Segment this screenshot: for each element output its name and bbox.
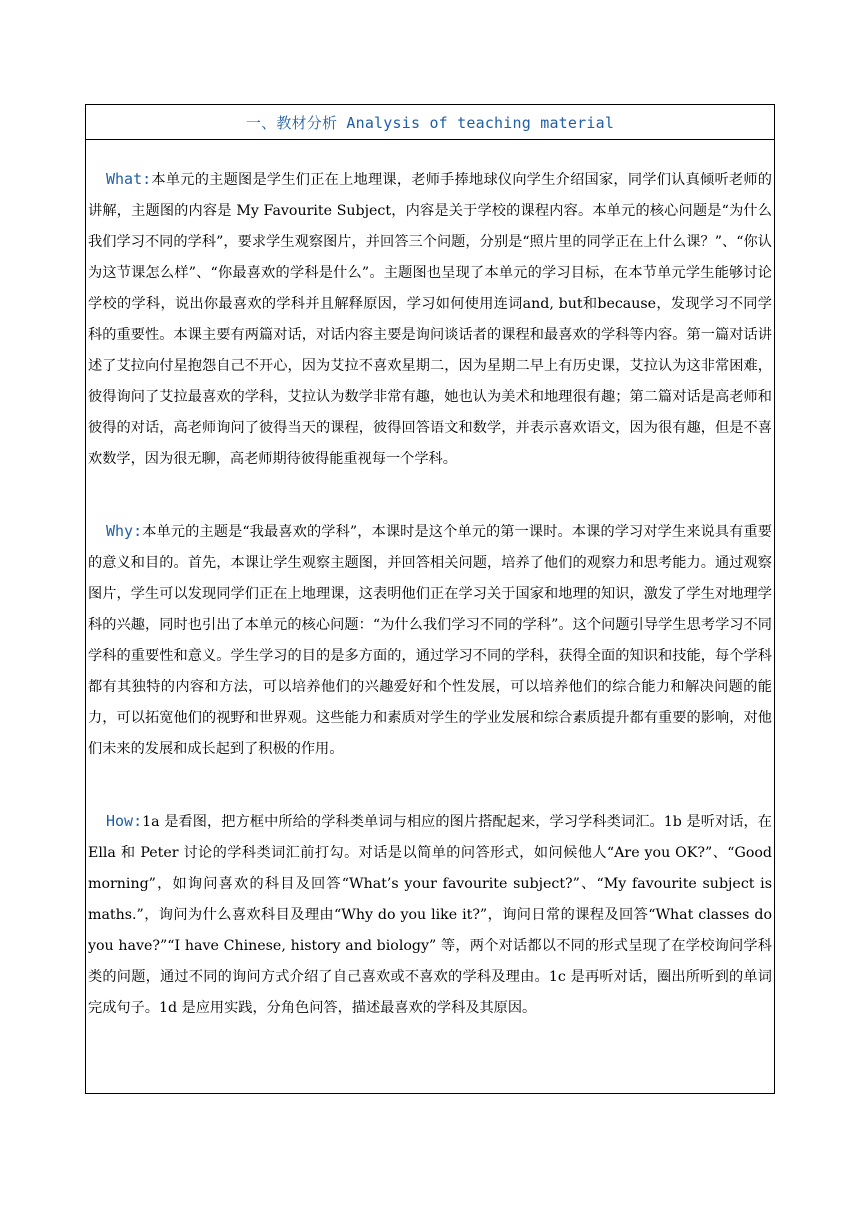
how-label: How: [106, 812, 143, 830]
why-text: 本单元的主题是“我最喜欢的学科”，本课时是这个单元的第一课时。本课的学习对学生来说具有重要的意义和目的。首先，本课让学生观察主题图，并回答相关问题，培养了他们的观察力和思考能力。通过观察图片，学生可以发现同学们正在上地理课，这表明他们正在学习关于国家和地理的知识，激发了学生对地理学科的兴趣，同时也引出了本单元的核心问题：“为什么我们学习不同的学科”。这个问题引导学生思考学习不同学科的重要性和意义。学生学习的目的是多方面的，通过学习不同的学科，获得全面的知识和技能，每个学科都有其独特的内容和方法，可以培养他们的兴趣爱好和个性发展，可以培养他们的综合能力和解决问题的能力，可以拓宽他们的视野和世界观。这些能力和素质对学生的学业发展和综合素质提升都有重要的影响，对他们未来的发展和成长起到了积极的作用。 [88, 524, 772, 757]
why-paragraph [88, 516, 772, 765]
table-body [86, 164, 774, 1024]
why-label: Why: [106, 522, 143, 540]
what-text: 本单元的主题图是学生们正在上地理课，老师手捧地球仪向学生介绍国家，同学们认真倾听老师的讲解，主题图的内容是 My Favourite Subject，内容是关于学校的课程内容。本单元的核心问题是“为什么我们学习不同的学科”，要求学生观察图片，并回答三个问题，分别是“照片里的同学正在上什么课？”、“你认为这节课怎么样”、“你最喜欢的学科是什么”。主题图也呈现了本单元的学习目标，在本节单元学生能够讨论学校的学科，说出你最喜欢的学科并且解释原因，学习如何使用连词and, but和because，发现学习不同学科的重要性。本课主要有两篇对话，对话内容主要是询问谈话者的课程和最喜欢的学科等内容。第一篇对话讲述了艾拉向付星抱怨自己不开心，因为艾拉不喜欢星期二，因为星期二早上有历史课，艾拉认为这非常困难，彼得询问了艾拉最喜欢的学科，艾拉认为数学非常有趣，她也认为美术和地理很有趣；第二篇对话是高老师和彼得的对话，高老师询问了彼得当天的课程，彼得回答语文和数学，并表示喜欢语文，因为很有趣，但是不喜欢数学，因为很无聊，高老师期待彼得能重视每一个学科。 [88, 172, 772, 467]
what-paragraph [88, 164, 772, 475]
what-label: What: [106, 170, 152, 188]
table-header [86, 105, 774, 140]
how-paragraph [88, 806, 772, 1024]
how-text: 1a 是看图，把方框中所给的学科类单词与相应的图片搭配起来，学习学科类词汇。1b 是听对话，在 Ella 和 Peter 讨论的学科类词汇前打勾。对话是以简单的问答形式，如问候他人“Are you OK?”、“Good morning”，如询问喜欢的科目及回答“What’s your favourite subject?”、“My favourite subject is maths.”，询问为什么喜欢科目及理由“Why do you like it?”，询问日常的课程及回答“What classes do you have?”“I have Chinese, history and biology” 等，两个对话都以不同的形式呈现了在学校询问学科类的问题，通过不同的询问方式介绍了自己喜欢或不喜欢的学科及理由。1c 是再听对话，圈出所听到的单词完成句子。1d 是应用实践，分角色问答，描述最喜欢的学科及其原因。 [88, 814, 772, 1016]
section-title: 一、教材分析 Analysis of teaching material [245, 113, 615, 132]
analysis-table [85, 104, 775, 1094]
